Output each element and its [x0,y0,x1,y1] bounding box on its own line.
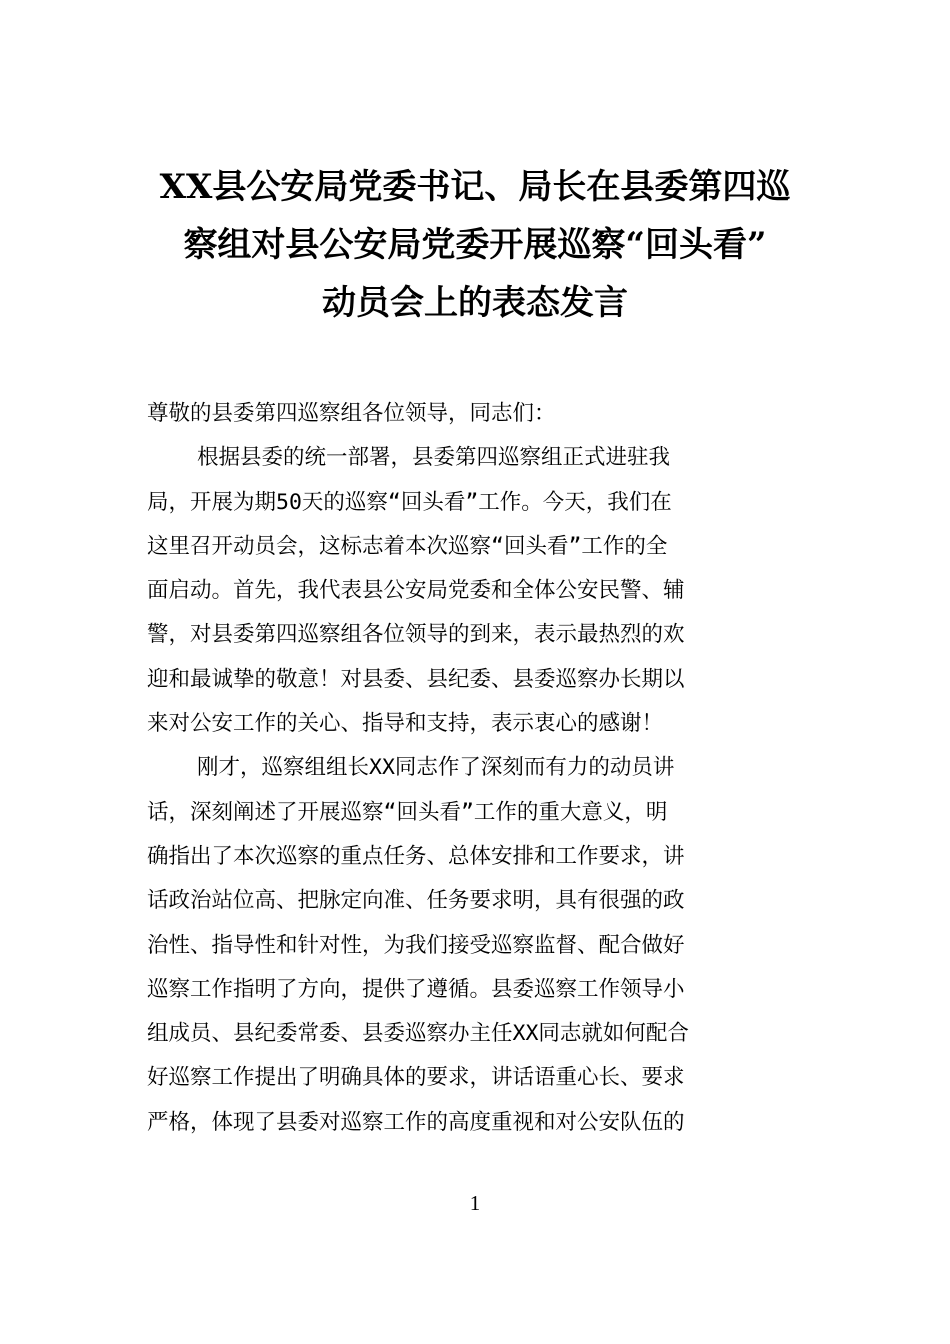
body-line: 刚才，巡察组组长XX同志作了深刻而有力的动员讲 [197,755,675,781]
document-title [110,158,840,332]
page-number: 1 [469,1191,481,1215]
body-line: 组成员、县纪委常委、县委巡察办主任XX同志就如何配合 [147,1021,689,1047]
body-line: 根据县委的统一部署，县委第四巡察组正式进驻我 [197,445,671,471]
body-line: 严格，体现了县委对巡察工作的高度重视和对公安队伍的 [147,1109,685,1135]
body-line: 话，深刻阐述了开展巡察“回头看”工作的重大意义，明 [147,799,668,825]
body-line: 来对公安工作的关心、指导和支持，表示衷心的感谢！ [147,711,664,737]
body-line: 巡察工作指明了方向，提供了遵循。县委巡察工作领导小 [147,976,685,1002]
body-line: 局，开展为期50天的巡察“回头看”工作。今天，我们在 [147,489,672,515]
body-line: 话政治站位高、把脉定向准、任务要求明，具有很强的政 [147,888,685,914]
document-body [147,392,807,1145]
body-line: 警，对县委第四巡察组各位领导的到来，表示最热烈的欢 [147,622,685,648]
body-line: 这里召开动员会，这标志着本次巡察“回头看”工作的全 [147,533,668,559]
title-line: 察组对县公安局党委开展巡察“回头看” [183,225,767,265]
body-line: 治性、指导性和针对性，为我们接受巡察监督、配合做好 [147,932,685,958]
body-line: 迎和最诚挚的敬意！对县委、县纪委、县委巡察办长期以 [147,666,685,692]
body-line: 好巡察工作提出了明确具体的要求，讲话语重心长、要求 [147,1065,685,1091]
title-line: 动员会上的表态发言 [322,283,628,323]
body-line: 确指出了本次巡察的重点任务、总体安排和工作要求，讲 [147,843,685,869]
title-line: XX县公安局党委书记、局长在县委第四巡 [159,167,791,207]
salutation: 尊敬的县委第四巡察组各位领导，同志们： [147,401,556,426]
body-line: 面启动。首先，我代表县公安局党委和全体公安民警、辅 [147,578,685,604]
